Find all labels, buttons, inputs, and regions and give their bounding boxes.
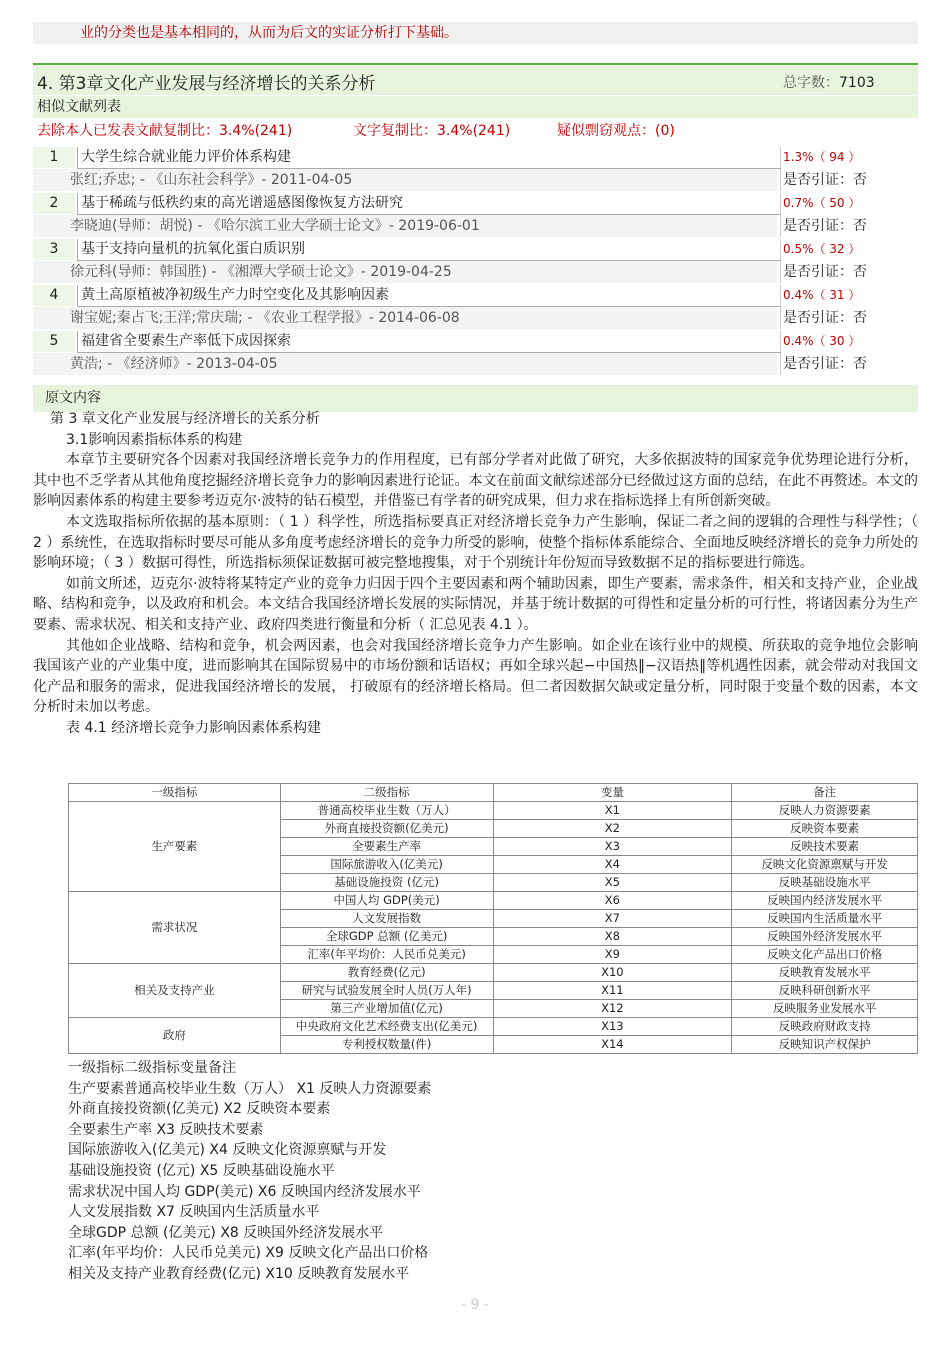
chapter-heading: 第 3 章文化产业发展与经济增长的关系分析 [50, 411, 320, 427]
table-cell: 第三产业增加值(亿元) [280, 1000, 493, 1018]
table-cell: 反映文化资源禀赋与开发 [732, 856, 918, 874]
table-cell: X13 [493, 1018, 732, 1036]
table-cell: X10 [493, 964, 732, 982]
table-header: 二级指标 [280, 784, 493, 802]
table-row [69, 892, 918, 910]
word-count: 总字数：7103 [783, 75, 875, 91]
table-cell: 人文发展指数 [280, 910, 493, 928]
original-content [33, 409, 918, 739]
table-cell: X14 [493, 1036, 732, 1054]
entry-percentage: 0.4%（ 30 ） [780, 331, 921, 352]
text-line: 全球GDP 总额 (亿美元) X8 反映国外经济发展水平 [68, 1224, 384, 1241]
top-note: 业的分类也是基本相同的，从而为后文的实证分析打下基础。 [33, 22, 918, 44]
table-cell: 专利授权数量(件) [280, 1036, 493, 1054]
table-cell: X2 [493, 820, 732, 838]
section-title: 4. 第3章文化产业发展与经济增长的关系分析 [37, 74, 376, 94]
table-cell: 反映科研创新水平 [732, 982, 918, 1000]
entry-number: 1 [33, 147, 75, 168]
table-cell: 教育经费(亿元) [280, 964, 493, 982]
text-line: 全要素生产率 X3 反映技术要素 [68, 1121, 264, 1138]
entry-number: 2 [33, 193, 75, 214]
table-cell: X4 [493, 856, 732, 874]
table-cell: 研究与试验发展全时人员(万人年) [280, 982, 493, 1000]
table-cell: 国际旅游收入(亿美元) [280, 856, 493, 874]
text-line: 人文发展指数 X7 反映国内生活质量水平 [68, 1204, 320, 1221]
text-line: 相关及支持产业教育经费(亿元) X10 反映教育发展水平 [68, 1265, 410, 1282]
entry-number: 5 [33, 331, 75, 352]
entry-number: 4 [33, 285, 75, 306]
text-line: 外商直接投资额(亿美元) X2 反映资本要素 [68, 1101, 331, 1118]
table-cell: 反映国内生活质量水平 [732, 910, 918, 928]
entry-citation-status: 是否引证：否 [780, 261, 921, 283]
table-header: 一级指标 [69, 784, 281, 802]
table-cell: 反映服务业发展水平 [732, 1000, 918, 1018]
table-cell: 反映国外经济发展水平 [732, 928, 918, 946]
table-cell: 反映基础设施水平 [732, 874, 918, 892]
text-line: 生产要素普通高校毕业生数（万人） X1 反映人力资源要素 [68, 1080, 432, 1097]
entry-citation-status: 是否引证：否 [780, 353, 921, 375]
text-line: 汇率(年平均价：人民币兑美元) X9 反映文化产品出口价格 [68, 1245, 429, 1262]
text-line: 一级指标二级指标变量备注 [68, 1060, 236, 1076]
table-caption: 表 4.1 经济增长竞争力影响因素体系构建 [66, 719, 322, 736]
table-cell: X12 [493, 1000, 732, 1018]
entry-citation-status: 是否引证：否 [780, 307, 921, 329]
text-line: 基础设施投资 (亿元) X5 反映基础设施水平 [68, 1162, 335, 1179]
text-line: 需求状况中国人均 GDP(美元) X6 反映国内经济发展水平 [68, 1183, 421, 1200]
table-header: 变量 [493, 784, 732, 802]
paragraph: 如前文所述，迈克尔·波特将某特定产业的竞争力归因于四个主要因素和两个辅助因素，即生产要素，需求条件，相关和支持产业，企业战略、结构和竞争，以及政府和机会。本文结合我国经济增长发展的实际情况，并基于统计数据的可得性和定量分析的可行性，将诸因素分为生产要素、需求状况、相关和支持产业、政府四类进行衡量和分析（ 汇总见表 4.1 ）。 [33, 575, 918, 633]
entry-title-link[interactable]: 基于稀疏与低秩约束的高光谱遥感图像恢复方法研究 [77, 193, 781, 215]
similar-doc-entry [33, 238, 918, 284]
table-cell: 反映知识产权保护 [732, 1036, 918, 1054]
entry-title-link[interactable]: 福建省全要素生产率低下成因探索 [77, 331, 781, 353]
paragraph: 本章节主要研究各个因素对我国经济增长竞争力的作用程度，已有部分学者对此做了研究，大多依据波特的国家竞争优势理论进行分析，其中也不乏学者从其他角度挖掘经济增长竞争力的影响因素进行论证。本文在前面文献综述部分已经做过这方面的总结，在此不再赘述。本文的影响因素体系的构建主要参考迈克尔·波特的钻石模型，并借鉴已有学者的研究成果，但力求在指标选择上有所创新突破。 [33, 452, 918, 510]
table-cell: 反映资本要素 [732, 820, 918, 838]
table-cell: 反映国内经济发展水平 [732, 892, 918, 910]
table-cell: 反映文化产品出口价格 [732, 946, 918, 964]
table-cell-group: 相关及支持产业 [69, 964, 281, 1018]
table-cell: 基础设施投资 (亿元) [280, 874, 493, 892]
entry-meta: 李晓迪(导师：胡悦) - 《哈尔滨工业大学硕士论文》- 2019-06-01 [33, 215, 777, 237]
entry-title-link[interactable]: 基于支持向量机的抗氧化蛋白质识别 [77, 239, 781, 261]
table-row [69, 1018, 918, 1036]
original-content-heading: 原文内容 [33, 385, 918, 412]
table-cell: X8 [493, 928, 732, 946]
table-cell: 全要素生产率 [280, 838, 493, 856]
stat-plagiarism: 疑似剽窃观点：(0) [557, 123, 675, 139]
table-cell: 外商直接投资额(亿美元) [280, 820, 493, 838]
entry-meta: 张红;乔忠; - 《山东社会科学》- 2011-04-05 [33, 169, 777, 191]
page-number: - 9 - [461, 1297, 489, 1313]
entry-title-link[interactable]: 黄土高原植被净初级生产力时空变化及其影响因素 [77, 285, 781, 307]
entry-title-link[interactable]: 大学生综合就业能力评价体系构建 [77, 147, 781, 169]
table-cell: X1 [493, 802, 732, 820]
entry-meta: 徐元科(导师：韩国胜) - 《湘潭大学硕士论文》- 2019-04-25 [33, 261, 777, 283]
table-header: 备注 [732, 784, 918, 802]
table-cell-group: 政府 [69, 1018, 281, 1054]
table-cell: X7 [493, 910, 732, 928]
entry-percentage: 0.5%（ 32 ） [780, 239, 921, 260]
similar-doc-entry [33, 192, 918, 238]
text-line: 国际旅游收入(亿美元) X4 反映文化资源禀赋与开发 [68, 1142, 387, 1159]
table-cell: 中国人均 GDP(美元) [280, 892, 493, 910]
entry-meta: 谢宝妮;秦占飞;王洋;常庆瑞; - 《农业工程学报》- 2014-06-08 [33, 307, 777, 329]
table-cell: 全球GDP 总额 (亿美元) [280, 928, 493, 946]
entry-citation-status: 是否引证：否 [780, 169, 921, 191]
flattened-table-text [68, 1058, 918, 1285]
section-header [33, 63, 918, 95]
stat-self-excluded: 去除本人已发表文献复制比：3.4%(241) [37, 123, 293, 139]
table-cell: 汇率(年平均价：人民币兑美元) [280, 946, 493, 964]
subsection-heading: 3.1影响因素指标体系的构建 [66, 431, 243, 448]
table-cell: X3 [493, 838, 732, 856]
stat-text-copy: 文字复制比：3.4%(241) [353, 123, 511, 139]
table-cell: X9 [493, 946, 732, 964]
paragraph: 其他如企业战略、结构和竞争，机会两因素，也会对我国经济增长竞争力产生影响。如企业在该行业中的规模、所获取的竞争地位会影响我国该产业的产业集中度，进而影响其在国际贸易中的市场份额和话语权；再如全球兴起−中国热‖−汉语热‖等机遇性因素，就会带动对我国文化产品和服务的需求，促进我国经济增长的发展， 打破原有的经济增长格局。但二者因数据欠缺或定量分析，同时限于变量个数的因素，本文分析时未加以考虑。 [33, 637, 918, 716]
entry-percentage: 0.4%（ 31 ） [780, 285, 921, 306]
similar-doc-entry [33, 284, 918, 330]
entry-percentage: 0.7%（ 50 ） [780, 193, 921, 214]
similar-doc-entry [33, 146, 918, 192]
factor-table [68, 783, 918, 1054]
table-cell-group: 生产要素 [69, 802, 281, 892]
entry-percentage: 1.3%（ 94 ） [780, 147, 921, 168]
table-cell: X11 [493, 982, 732, 1000]
similarity-stats [33, 119, 918, 143]
similar-doc-entry [33, 330, 918, 376]
paragraph: 本文选取指标所依据的基本原则：（ 1 ）科学性，所选指标要真正对经济增长竞争力产生影响，保证二者之间的逻辑的合理性与科学性；（ 2 ）系统性，在选取指标时要尽可能从多角度考虑经济增长的竞争力所受的影响，使整个指标体系能综合、全面地反映经济增长的竞争力所处的影响环境；（ 3 ）数据可得性，所选指标须保证数据可被完整地搜集，对于个别统计年份短而导致数据不足的指标要进行筛选。 [33, 513, 918, 572]
similar-docs-heading: 相似文献列表 [33, 96, 918, 118]
table-cell: 反映教育发展水平 [732, 964, 918, 982]
table-cell: 反映技术要素 [732, 838, 918, 856]
table-cell: 反映人力资源要素 [732, 802, 918, 820]
table-cell-group: 需求状况 [69, 892, 281, 964]
table-cell: X6 [493, 892, 732, 910]
table-cell: X5 [493, 874, 732, 892]
table-cell: 中央政府文化艺术经费支出(亿美元) [280, 1018, 493, 1036]
table-row [69, 802, 918, 820]
table-cell: 反映政府财政支持 [732, 1018, 918, 1036]
entry-number: 3 [33, 239, 75, 260]
entry-meta: 黄浩; - 《经济师》- 2013-04-05 [33, 353, 777, 375]
table-row [69, 964, 918, 982]
entry-citation-status: 是否引证：否 [780, 215, 921, 237]
table-cell: 普通高校毕业生数（万人） [280, 802, 493, 820]
